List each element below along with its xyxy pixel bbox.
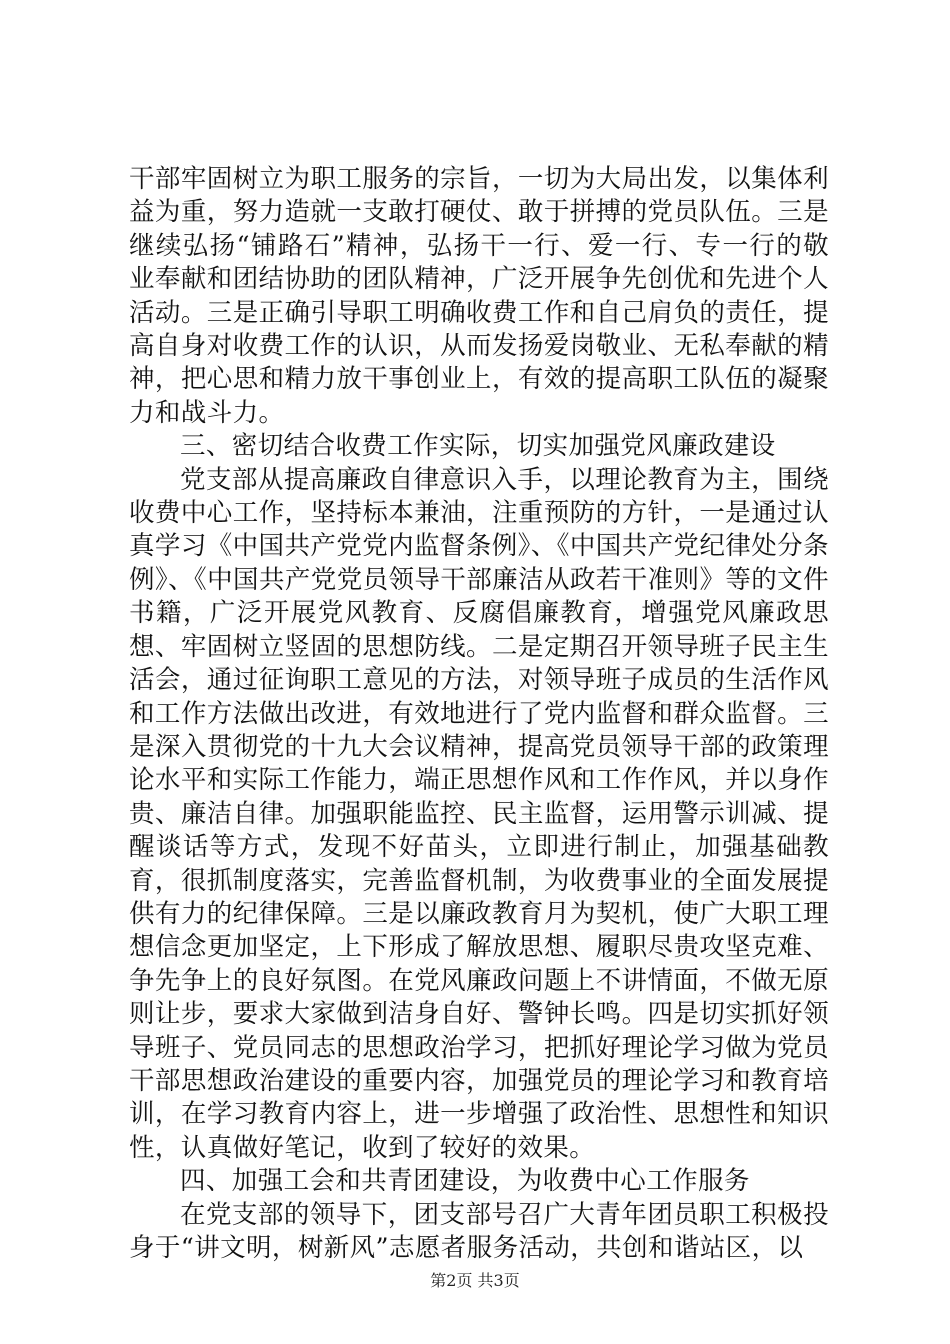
paragraph-union-league: 在党支部的领导下，团支部号召广大青年团员职工积极投身于“讲文明，树新风”志愿者服务活动，共创和谐站区，以 (129, 1199, 829, 1263)
page-number-footer: 第2页 共3页 (430, 1271, 520, 1290)
section-heading-three: 三、密切结合收费工作实际，切实加强党风廉政建设 (180, 431, 776, 462)
paragraph-continuation: 干部牢固树立为职工服务的宗旨，一切为大局出发，以集体利益为重，努力造就一支敢打硬仗、敢于拼搏的党员队伍。三是继续弘扬“铺路石”精神，弘扬干一行、爱一行、专一行的敬业奉献和团结协助的团队精神，广泛开展争先创优和先进个人活动。三是正确引导职工明确收费工作和自己肩负的责任，提高自身对收费工作的认识，从而发扬爱岗敬业、无私奉献的精神，把心思和精力放干事创业上，有效的提高职工队伍的凝聚力和战斗力。 (129, 164, 829, 428)
document-body (129, 163, 829, 1265)
section-heading-four: 四、加强工会和共青团建设，为收费中心工作服务 (180, 1166, 750, 1197)
paragraph-party-integrity: 党支部从提高廉政自律意识入手，以理论教育为主，围绕收费中心工作，坚持标本兼油，注重预防的方针，一是通过认真学习《中国共产党党内监督条例》、《中国共产党纪律处分条例》、《中国共产党党员领导干部廉洁从政若干准则》等的文件书籍，广泛开展党风教育、反腐倡廉教育，增强党风廉政思想、牢固树立竖固的思想防线。二是定期召开领导班子民主生活会，通过征询职工意见的方法，对领导班子成员的生活作风和工作方法做出改进，有效地进行了党内监督和群众监督。三是深入贯彻党的十九大会议精神，提高党员领导干部的政策理论水平和实际工作能力，端正思想作风和工作作风，并以身作贵、廉洁自律。加强职能监控、民主监督，运用警示训减、提醒谈话等方式，发现不好苗头，立即进行制止，加强基础教育，很抓制度落实，完善监督机制，为收费事业的全面发展提供有力的纪律保障。三是以廉政教育月为契机，使广大职工理想信念更加坚定，上下形成了解放思想、履职尽贵攻坚克难、争先争上的良好氛图。在党风廉政问题上不讲情面，不做无原则让步，要求大家做到洁身自好、警钟长鸣。四是切实抓好领导班子、党员同志的思想政治学习，把抓好理论学习做为党员干部思想政治建设的重要内容，加强党员的理论学习和教育培训，在学习教育内容上，进一步增强了政治性、思想性和知识性，认真做好笔记，收到了较好的效果。 (129, 464, 829, 1163)
